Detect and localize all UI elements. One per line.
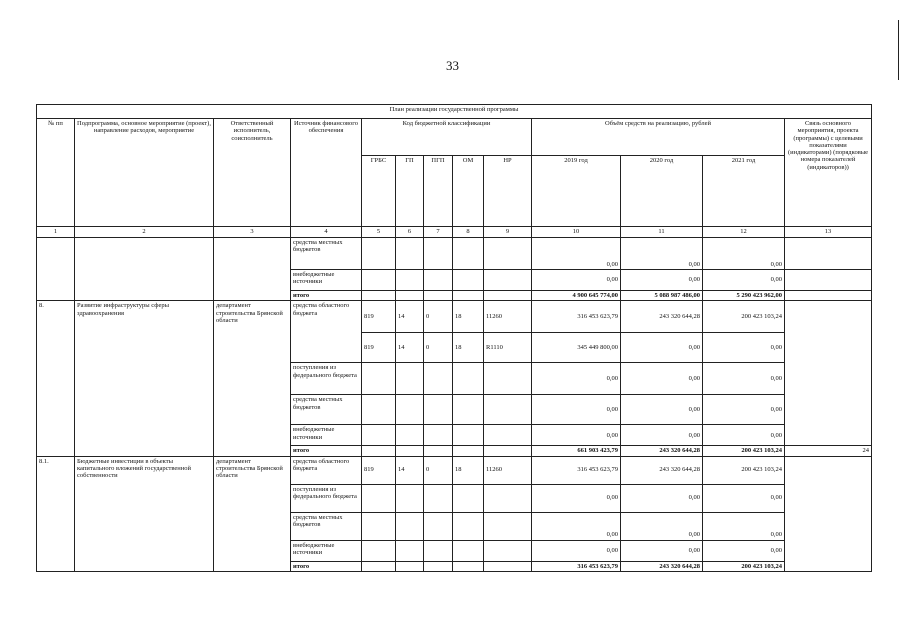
code-np: 11260 [484,301,532,333]
header-2020: 2020 год [621,156,703,227]
code-pgp: 0 [424,333,453,363]
value-2020: 0,00 [621,363,703,395]
header-om: ОМ [453,156,484,227]
value-2019: 0,00 [532,238,621,270]
total-2019: 661 903 423,79 [532,446,621,456]
source-cell: итого [291,291,362,301]
header-link: Связь основного мероприятия, проекта (программы) с целевыми показателями (индикаторами) (порядковые номера показателей (индикаторов)) [785,119,872,227]
source-cell: средства областного бюджета [291,301,362,363]
executor-name: департамент строительства Брянской области [214,301,291,456]
measure-name: Бюджетные инвестиции в объекты капитального вложений государственной собственности [75,456,214,571]
executor-name: департамент строительства Брянской области [214,456,291,571]
value-2019: 345 449 800,00 [532,333,621,363]
row-number: 8.1. [37,456,75,571]
value-2021: 0,00 [703,512,785,540]
measure-name: Развитие инфраструктуры сферы здравоохранения [75,301,214,456]
code-pgp: 0 [424,456,453,484]
program-plan-table [36,104,872,572]
total-2021: 200 423 103,24 [703,561,785,571]
value-2019: 0,00 [532,363,621,395]
header-volume: Объём средств на реализацию, рублей [532,119,785,156]
total-2020: 243 320 644,28 [621,446,703,456]
value-2021: 0,00 [703,238,785,270]
value-2019: 0,00 [532,395,621,425]
value-2020: 0,00 [621,484,703,512]
source-cell: внебюджетные источники [291,270,362,291]
code-gp: 14 [396,333,424,363]
col-number: 13 [785,227,872,238]
scan-edge-line [898,20,899,80]
header-pgp: ПГП [424,156,453,227]
value-2020: 0,00 [621,238,703,270]
header-np: НР [484,156,532,227]
source-cell: поступления из федерального бюджета [291,363,362,395]
source-cell: итого [291,446,362,456]
page-number: 33 [446,58,459,73]
code-gp: 14 [396,301,424,333]
value-2020: 243 320 644,28 [621,301,703,333]
total-2019: 316 453 623,79 [532,561,621,571]
value-2020: 0,00 [621,270,703,291]
code-grbs: 819 [362,333,396,363]
value-2019: 0,00 [532,425,621,446]
col-number: 1 [37,227,75,238]
value-2021: 0,00 [703,395,785,425]
value-2019: 0,00 [532,540,621,561]
header-2021: 2021 год [703,156,785,227]
source-cell: внебюджетные источники [291,425,362,446]
code-grbs: 819 [362,456,396,484]
col-number: 2 [75,227,214,238]
value-2019: 0,00 [532,270,621,291]
code-om: 18 [453,333,484,363]
col-number: 3 [214,227,291,238]
value-2021: 0,00 [703,484,785,512]
value-2019: 316 453 623,79 [532,301,621,333]
code-np: R1110 [484,333,532,363]
value-2021: 200 423 103,24 [703,301,785,333]
code-grbs: 819 [362,301,396,333]
col-number: 5 [362,227,396,238]
value-2019: 0,00 [532,512,621,540]
total-2020: 5 088 987 486,00 [621,291,703,301]
table-title: План реализации государственной программы [37,105,872,119]
value-2020: 0,00 [621,425,703,446]
col-number: 4 [291,227,362,238]
cell-empty [37,238,75,301]
code-gp: 14 [396,456,424,484]
col-number: 10 [532,227,621,238]
total-2021: 200 423 103,24 [703,446,785,456]
value-2019: 316 453 623,79 [532,456,621,484]
header-num: № пп [37,119,75,227]
source-cell: средства местных бюджетов [291,512,362,540]
value-2020: 0,00 [621,395,703,425]
value-2021: 0,00 [703,333,785,363]
value-2021: 200 423 103,24 [703,456,785,484]
col-number: 7 [424,227,453,238]
value-2020: 243 320 644,28 [621,456,703,484]
value-2021: 0,00 [703,425,785,446]
code-om: 18 [453,456,484,484]
header-executor: Ответственный исполнитель, соисполнитель [214,119,291,227]
col-number: 11 [621,227,703,238]
cell-empty [214,238,291,301]
source-cell: средства местных бюджетов [291,238,362,270]
indicator-link: 24 [785,446,872,456]
total-2020: 243 320 644,28 [621,561,703,571]
table-row [37,456,872,484]
source-cell: поступления из федерального бюджета [291,484,362,512]
table-row [37,238,872,270]
header-gp: ГП [396,156,424,227]
value-2021: 0,00 [703,270,785,291]
header-grbs: ГРБС [362,156,396,227]
code-np: 11260 [484,456,532,484]
source-cell: внебюджетные источники [291,540,362,561]
source-cell: итого [291,561,362,571]
value-2020: 0,00 [621,512,703,540]
cell-empty [75,238,214,301]
total-2019: 4 900 645 774,00 [532,291,621,301]
code-pgp: 0 [424,301,453,333]
source-cell: средства местных бюджетов [291,395,362,425]
col-number: 6 [396,227,424,238]
header-2019: 2019 год [532,156,621,227]
col-number: 12 [703,227,785,238]
value-2020: 0,00 [621,333,703,363]
value-2021: 0,00 [703,363,785,395]
col-number: 9 [484,227,532,238]
row-number: 8. [37,301,75,456]
value-2019: 0,00 [532,484,621,512]
source-cell: средства областного бюджета [291,456,362,484]
value-2021: 0,00 [703,540,785,561]
code-om: 18 [453,301,484,333]
table-row [37,301,872,333]
total-2021: 5 290 423 962,00 [703,291,785,301]
col-number: 8 [453,227,484,238]
header-source: Источник финансового обеспечения [291,119,362,227]
value-2020: 0,00 [621,540,703,561]
header-subprogram: Подпрограмма, основное мероприятие (проект), направление расходов, мероприятие [75,119,214,227]
header-budget-code: Код бюджетной классификации [362,119,532,156]
